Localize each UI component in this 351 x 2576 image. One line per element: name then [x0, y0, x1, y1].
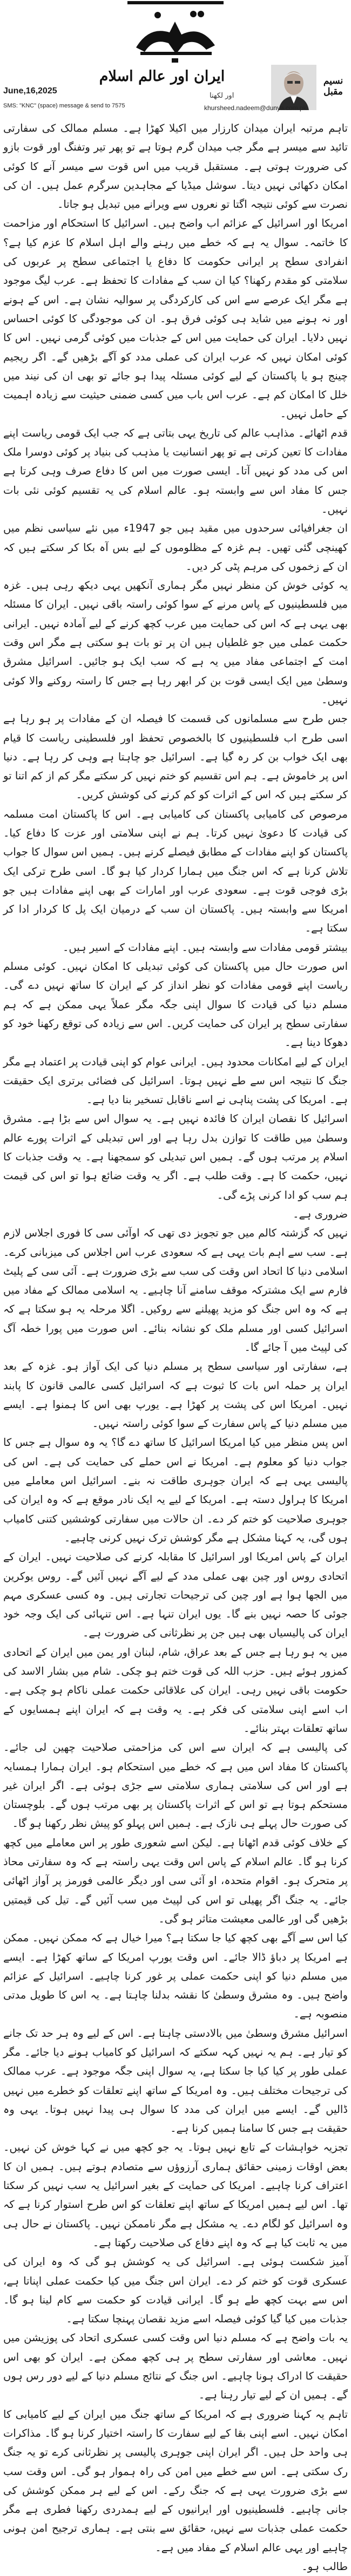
article-paragraph: تجزیہ خواہشات کے تابع نہیں ہوتا۔ یہ جو کچھ میں نے کہا خوش کن نہیں۔ بعض اوقات زمینی حقائق ہماری آرزوؤں سے متصادم ہوتے ہیں۔ ہمیں ان کا اعتراف کرنا چاہیے۔ امریکا کی حمایت کے بغیر اسرائیل یہ سب نہیں کر سکتا تھا۔ اس لیے ہمیں امریکا کے ساتھ اپنے تعلقات کو اس طرح استوار کرنا ہے کہ وہ اسرائیل کو لگام دے۔ یہ مشکل ہے مگر ناممکن نہیں۔ پاکستان نے حال ہی میں یہ ثابت کیا ہے کہ وہ اپنے دفاع کی صلاحیت رکھتا ہے۔: [3, 2141, 348, 2249]
dunya-logo: [125, 0, 226, 64]
article-paragraph: میں یہ ہو رہا ہے جس کے بعد عراق، شام، لبنان اور یمن میں ایران کے اتحادی کمزور ہوئے ہیں۔ حزب اللہ کی قوت ختم ہو چکی۔ شام میں بشار الاسد کی حکومت باقی نہیں رہی۔ ایران کی علاقائی حکمت عملی ناکام ہو چکی ہے۔ اب اسے اپنی سلامتی کی فکر ہے۔ یہ وقت ہے کہ ایران اپنے ہمسایوں کے ساتھ تعلقات بہتر بنائے۔: [3, 1646, 348, 1735]
article-paragraph: یہ کوئی خوش کن منظر نہیں مگر ہماری آنکھیں یہی دیکھ رہی ہیں۔ غزہ میں فلسطینیوں کے پاس مرنے کے سوا کوئی راستہ باقی نہیں۔ ایران کا مسئلہ بھی یہی ہے کہ اس کی حمایت میں عرب کچھ کرنے کے لیے آمادہ نہیں۔ ایرانی حکمت عملی میں جو غلطیاں ہیں ان پر تو بات ہو سکتی ہے مگر اس وقت امت کے اجتماعی مفاد میں یہ ہے کہ سب ایک ہو جائیں۔ اسرائیل مشرق وسطیٰ میں ایک ایسی قوت بن کر ابھر رہا ہے جس کا راستہ روکنے والا کوئی نہیں۔: [3, 579, 348, 706]
article-paragraph: طالب ہو۔: [301, 2560, 348, 2573]
sms-subscribe-info: SMS: "KNC" (space) message & send to 7575: [3, 103, 125, 109]
article-paragraph: اسرائیل کا نقصان ایران کا فائدہ نہیں ہے۔ یہ سوال اس سے بڑا ہے۔ مشرق وسطیٰ میں طاقت کا توازن بدل رہا ہے اور اس تبدیلی کے اثرات پورے عالم اسلام پر مرتب ہوں گے۔ ہمیں اس تبدیلی کو سمجھنا ہے۔ یہ وقت جذبات کا نہیں، حکمت کا ہے۔ وقت طلب ہے۔ اگر یہ وقت ضائع ہوا تو اس کی قیمت ہم سب کو ادا کرنی پڑے گی۔: [3, 1112, 348, 1201]
article-paragraph: تاہم یہ کہنا ضروری ہے کہ امریکا کے ساتھ جنگ میں ایران کے لیے کامیابی کا امکان نہیں۔ اسے اپنی بقا کے لیے سفارت کا راستہ اختیار کرنا ہو گا۔ مذاکرات ہی واحد حل ہیں۔ اگر ایران اپنی جوہری پالیسی پر نظرثانی کرے تو یہ جنگ رک سکتی ہے۔ اس سے خطے میں امن کی راہ ہموار ہو گی۔ اس وقت سب سے بڑی ضرورت یہی ہے کہ جنگ رکے۔ اس کے لیے ہر ممکن کوشش کی جانی چاہیے۔ فلسطینیوں اور ایرانیوں کے لیے ہمدردی رکھنا فطری ہے مگر حکمت عملی جذبات سے نہیں، حقائق سے بنتی ہے۔ ہماری ترجیح امن ہونی چاہیے اور یہی عالم اسلام کے مفاد میں ہے۔: [3, 2408, 348, 2554]
article-paragraph: اسرائیل مشرق وسطیٰ میں بالادستی چاہتا ہے۔ اس کے لیے وہ ہر حد تک جانے کو تیار ہے۔ ہم یہ نہیں کہہ سکتے کہ اسرائیل کو کامیاب ہونے دیا جائے۔ مگر عملی طور پر کیا کیا جا سکتا ہے، یہ سوال اپنی جگہ موجود ہے۔ عرب ممالک کی ترجیحات مختلف ہیں۔ وہ امریکا کے ساتھ اپنے تعلقات کو خطرے میں نہیں ڈالیں گے۔ ایسے میں ایران کی مدد کا سوال ہی پیدا نہیں ہوتا۔ یہی وہ حقیقت ہے جس کا سامنا ہمیں کرنا ہے۔: [3, 2027, 348, 2135]
article-paragraph: امریکا اور اسرائیل کے عزائم اب واضح ہیں۔ اسرائیل کا استحکام اور مزاحمت کا خاتمہ۔ سوال یہ ہے کہ خطے میں رہنے والے اہل اسلام کا عزم کیا ہے؟ انفرادی سطح پر ایرانی حکومت کا دفاع یا اجتماعی سطح پر عربوں کی سلامتی کو مقدم رکھنا؟ کیا ان سب کے مفادات کا تحفظ ہے۔ عرب لیگ موجود ہے مگر ایک عرصے سے اس کی کارکردگی پر سوالیہ نشان ہے۔ اس کے ہونے اور نہ ہونے میں شاید ہی کوئی فرق ہو۔ ان کی موجودگی کا کوئی احساس نہیں دلایا۔ ایران کی حمایت میں اس کے جذبات میں کوئی گرمی نہیں۔ اس کا کوئی امکان نہیں کہ عرب ایران کی عملی مدد کو آگے بڑھیں گے۔ اگر ریجیم چینج ہو یا پاکستان کے لیے کوئی مسئلہ پیدا ہو جائے تو بھی ان کی نیند میں خلل کا امکان کم ہے۔ عرب اس باب میں کسی ضمنی حیثیت سے زیادہ اہمیت کے حامل نہیں۔: [3, 217, 348, 420]
author-portrait: [271, 65, 316, 110]
article-paragraph: ضروری ہے۔: [293, 1207, 348, 1220]
article-paragraph: جس طرح سے مسلمانوں کی قسمت کا فیصلہ ان کے مفادات پر ہو رہا ہے اسی طرح اب فلسطینیوں کا بالخصوص تحفظ اور فلسطینی ریاست کا قیام بھی ایک خواب بن کر رہ گیا ہے۔ اسرائیل جو چاہتا ہے وہی کر رہا ہے۔ دنیا اس پر خاموش ہے۔ ہم اس تقسیم کو ختم نہیں کر سکتے مگر کم از کم اتنا تو کر سکتے ہیں کہ اس کے اثرات کو کم کرنے کی کوشش کریں۔: [3, 712, 348, 801]
article-paragraph: ایران کے لیے امکانات محدود ہیں۔ ایرانی عوام کو اپنی قیادت پر اعتماد ہے مگر جنگ کا نتیجہ اس سے طے نہیں ہوتا۔ اسرائیل کی فضائی برتری ایک حقیقت ہے۔ امریکا کی پشت پناہی نے اسے ناقابل تسخیر بنا دیا ہے۔: [3, 1055, 348, 1106]
article-paragraph: ہے، سفارتی اور سیاسی سطح پر مسلم دنیا کی ایک آواز ہو۔ غزہ کے بعد ایران پر حملہ اس بات کا ثبوت ہے کہ اسرائیل کسی عالمی قانون کا پابند نہیں۔ امریکا اس کی پشت پر کھڑا ہے۔ یورپ بھی اس کا ہمنوا ہے۔ ایسے میں مسلم دنیا کے پاس سفارت کے سوا کوئی راستہ نہیں۔: [3, 1360, 348, 1430]
byline-caption: اور لکھنا: [210, 92, 234, 100]
article-paragraph: نہیں کہ گزشتہ کالم میں جو تجویز دی تھی کہ اوآئی سی کا فوری اجلاس لازم ہے۔ سب سے اہم بات یہی ہے کہ سعودی عرب اس اجلاس کی میزبانی کرے۔ اسلامی دنیا کا اتحاد اس وقت کی سب سے بڑی ضرورت ہے۔ آئی سی کے پلیٹ فارم سے ایک مشترکہ موقف سامنے آنا چاہیے۔ یہ اسلامی ممالک کے مفاد میں ہے کہ وہ اس جنگ کو مزید پھیلنے سے روکیں۔ اگلا مرحلہ یہ ہو سکتا ہے کہ اسرائیل کسی اور مسلم ملک کو نشانہ بنائے۔ اس صورت میں پورا خطہ آگ کی لپیٹ میں آ جائے گا۔: [3, 1227, 348, 1354]
article-paragraph: آمیز شکست ہوئی ہے۔ اسرائیل کی یہ کوشش ہو گی کہ وہ ایران کی عسکری قوت کو ختم کر دے۔ ایران اس جنگ میں کیا حکمت عملی اپناتا ہے، اس سے بہت کچھ طے ہو گا۔ ایرانی قیادت کو حکمت سے کام لینا ہو گا۔ جذبات میں کیا گیا کوئی فیصلہ اسے مزید نقصان پہنچا سکتا ہے۔: [3, 2255, 348, 2326]
article-paragraph: تاہم مرتبہ ایران میدان کارزار میں اکیلا کھڑا ہے۔ مسلم ممالک کی سفارتی تائید سے میسر ہے مگر جب میدان گرم ہوتا ہے تو پھر تیر وتفنگ اور قوت بازو کی ضرورت ہوتی ہے۔ مستقبل قریب میں اس قوت سے میسر آنے کا کوئی امکان دکھائی نہیں دیتا۔ سوشل میڈیا کے مجاہدین سرگرم عمل ہیں۔ ان کی نصرت سے کوئی نتیجہ اگتا تو نعروں سے ویرانے میں تبدیل ہو جاتا۔: [3, 122, 348, 211]
author-name-badge: [318, 64, 349, 111]
article-paragraph: ایران کے پاس امریکا اور اسرائیل کا مقابلہ کرنے کی صلاحیت نہیں۔ ایران کے اتحادی روس اور چین بھی عملی مدد کے لیے آگے نہیں آئیں گے۔ روس یوکرین میں الجھا ہوا ہے اور چین کی ترجیحات تجارتی ہیں۔ وہ کسی عسکری مہم جوئی کا حصہ نہیں بنے گا۔ یوں ایران تنہا ہے۔ اس تنہائی کی ایک وجہ خود ایران کی پالیسیاں بھی ہیں جن پر نظرثانی کی ضرورت ہے۔: [3, 1551, 348, 1640]
publication-date: June,16,2025: [3, 86, 57, 96]
column-headline: ایران اور عالم اسلام: [99, 68, 225, 85]
logo-mark: [125, 0, 226, 64]
article-paragraph: کیا اس سے آگے بھی کچھ کیا جا سکتا ہے؟ میرا خیال ہے کہ ممکن نہیں۔ ممکن ہے امریکا پر دباؤ ڈالا جائے۔ اس وقت یورپ امریکا کے ساتھ کھڑا ہے۔ ایسے میں مسلم دنیا کو اپنی حکمت عملی پر غور کرنا چاہیے۔ اسرائیل کے عزائم واضح ہیں۔ وہ مشرق وسطیٰ کا نقشہ بدلنا چاہتا ہے۔ یہ اس کا طویل مدتی منصوبہ ہے۔: [3, 1932, 348, 2021]
article-paragraph: کی پالیسی ہے کہ ایران سے اس کی مزاحمتی صلاحیت چھین لی جائے۔ پاکستان کا مفاد اس میں ہے کہ خطے میں استحکام ہو۔ ایران ہمارا ہمسایہ ہے اور اس کی سلامتی ہماری سلامتی سے جڑی ہوئی ہے۔ اگر ایران غیر مستحکم ہوتا ہے تو اس کے اثرات پاکستان پر بھی مرتب ہوں گے۔ بلوچستان کی صورت حال پہلے ہی نازک ہے۔ ہمیں اس پہلو کو پیش نظر رکھنا ہو گا۔: [3, 1741, 348, 1830]
author-name: نسیم مقبل: [323, 76, 343, 97]
masthead: [0, 0, 351, 65]
article-paragraph: بیشتر قومی مفادات سے وابستہ ہیں۔ اپنے مفادات کے اسیر ہیں۔: [62, 941, 348, 954]
article-paragraph: یہ بات واضح ہے کہ مسلم دنیا اس وقت کسی عسکری اتحاد کی پوزیشن میں نہیں۔ معاشی اور سفارتی سطح پر ہی کچھ ممکن ہے۔ ایران کو بھی اس حقیقت کا ادراک ہونا چاہیے۔ اس جنگ کے نتائج مسلم دنیا کے لیے دور رس ہوں گے۔ ہمیں ان کے لیے تیار رہنا ہے۔: [3, 2332, 348, 2402]
author-email[interactable]: khursheed.nadeem@dunya.com.pk: [204, 104, 307, 112]
article-paragraph: قدم اٹھائے۔ مذاہب عالم کی تاریخ یہی بتاتی ہے کہ جب ایک قومی ریاست اپنے مفادات کا تعین کرتی ہے تو پھر انسانیت یا مذہب کی بنیاد پر کوئی دوسرا ملک اس کی مدد کو نہیں آتا۔ ایسی صورت میں اس کا دفاع صرف وہی کرتا ہے جس کا مفاد اس سے وابستہ ہو۔ عالم اسلام کی یہ تقسیم کوئی نئی بات نہیں۔: [3, 426, 348, 515]
article-body: [3, 119, 348, 2573]
article-paragraph: اس صورت حال میں پاکستان کی کوئی تبدیلی کا امکان نہیں۔ کوئی مسلم ریاست اپنے قومی مفادات کو نظر انداز کر کے ایران کا ساتھ نہیں دے گی۔ مسلم دنیا کی قیادت کا سوال اپنی جگہ مگر عملاً یہی ممکن ہے کہ ہم سفارتی سطح پر ایران کی حمایت کریں۔ اس سے زیادہ کی توقع رکھنا خود کو دھوکا دینا ہے۔: [3, 960, 348, 1049]
article-paragraph: مرصوص کی کامیابی پاکستان کی کامیابی ہے۔ اس کا پاکستان امت مسلمہ کی قیادت کا دعویٰ نہیں کرتا۔ ہم نے اپنی سلامتی اور عزت کا دفاع کیا۔ پاکستان کو اپنے مفادات کے مطابق فیصلے کرنے ہیں۔ ہمیں اس سوال کا جواب تلاش کرنا ہے کہ اس جنگ میں ہمارا کردار کیا ہو گا۔ اسی طرح ترکی ایک بڑی فوجی قوت ہے۔ سعودی عرب اور امارات کے بھی اپنے مفادات ہیں جو امریکا سے وابستہ ہیں۔ پاکستان ان سب کے درمیان ایک پل کا کردار ادا کر سکتا ہے۔: [3, 807, 348, 935]
article-paragraph: کے خلاف کوئی قدم اٹھانا ہے۔ لیکن اسے شعوری طور پر اس معاملے میں کچھ کرنا ہو گا۔ عالم اسلام کے پاس اس وقت یہی راستہ ہے کہ وہ سفارتی محاذ پر متحرک ہو۔ اقوام متحدہ، او آئی سی اور دیگر عالمی فورمز پر آواز اٹھائی جائے۔ یہ جنگ اگر پھیلی تو اس کی لپیٹ میں سب آئیں گے۔ تیل کی قیمتیں بڑھیں گی اور عالمی معیشت متاثر ہو گی۔: [3, 1836, 348, 1925]
article-paragraph: اس پس منظر میں کیا امریکا اسرائیل کا ساتھ دے گا؟ یہ وہ سوال ہے جس کا جواب دنیا کو معلوم ہے۔ امریکا نے اس حملے کی حمایت کی ہے۔ اس کی پالیسی یہی ہے کہ ایران جوہری طاقت نہ بنے۔ اسرائیل اس معاملے میں امریکا کا ہراول دستہ ہے۔ امریکا کے لیے یہ ایک نادر موقع ہے کہ وہ ایران کی جوہری صلاحیت کو ختم کر دے۔ ان حالات میں سفارتی کوششیں کتنی کامیاب ہوں گی، یہ کہنا مشکل ہے مگر کوشش ترک نہیں کرنی چاہیے۔: [3, 1436, 348, 1544]
author-photo: [271, 65, 316, 110]
article-paragraph: ان جغرافیائی سرحدوں میں مقید ہیں جو 1947ء میں نئے سیاسی نظم میں کھینچی گئی تھیں۔ ہم غزہ کے مظلوموں کے لیے بس آہ بکا کر سکتے ہیں کہ ان کے زخموں کی مرہم پٹی کر دیں۔: [3, 522, 348, 573]
